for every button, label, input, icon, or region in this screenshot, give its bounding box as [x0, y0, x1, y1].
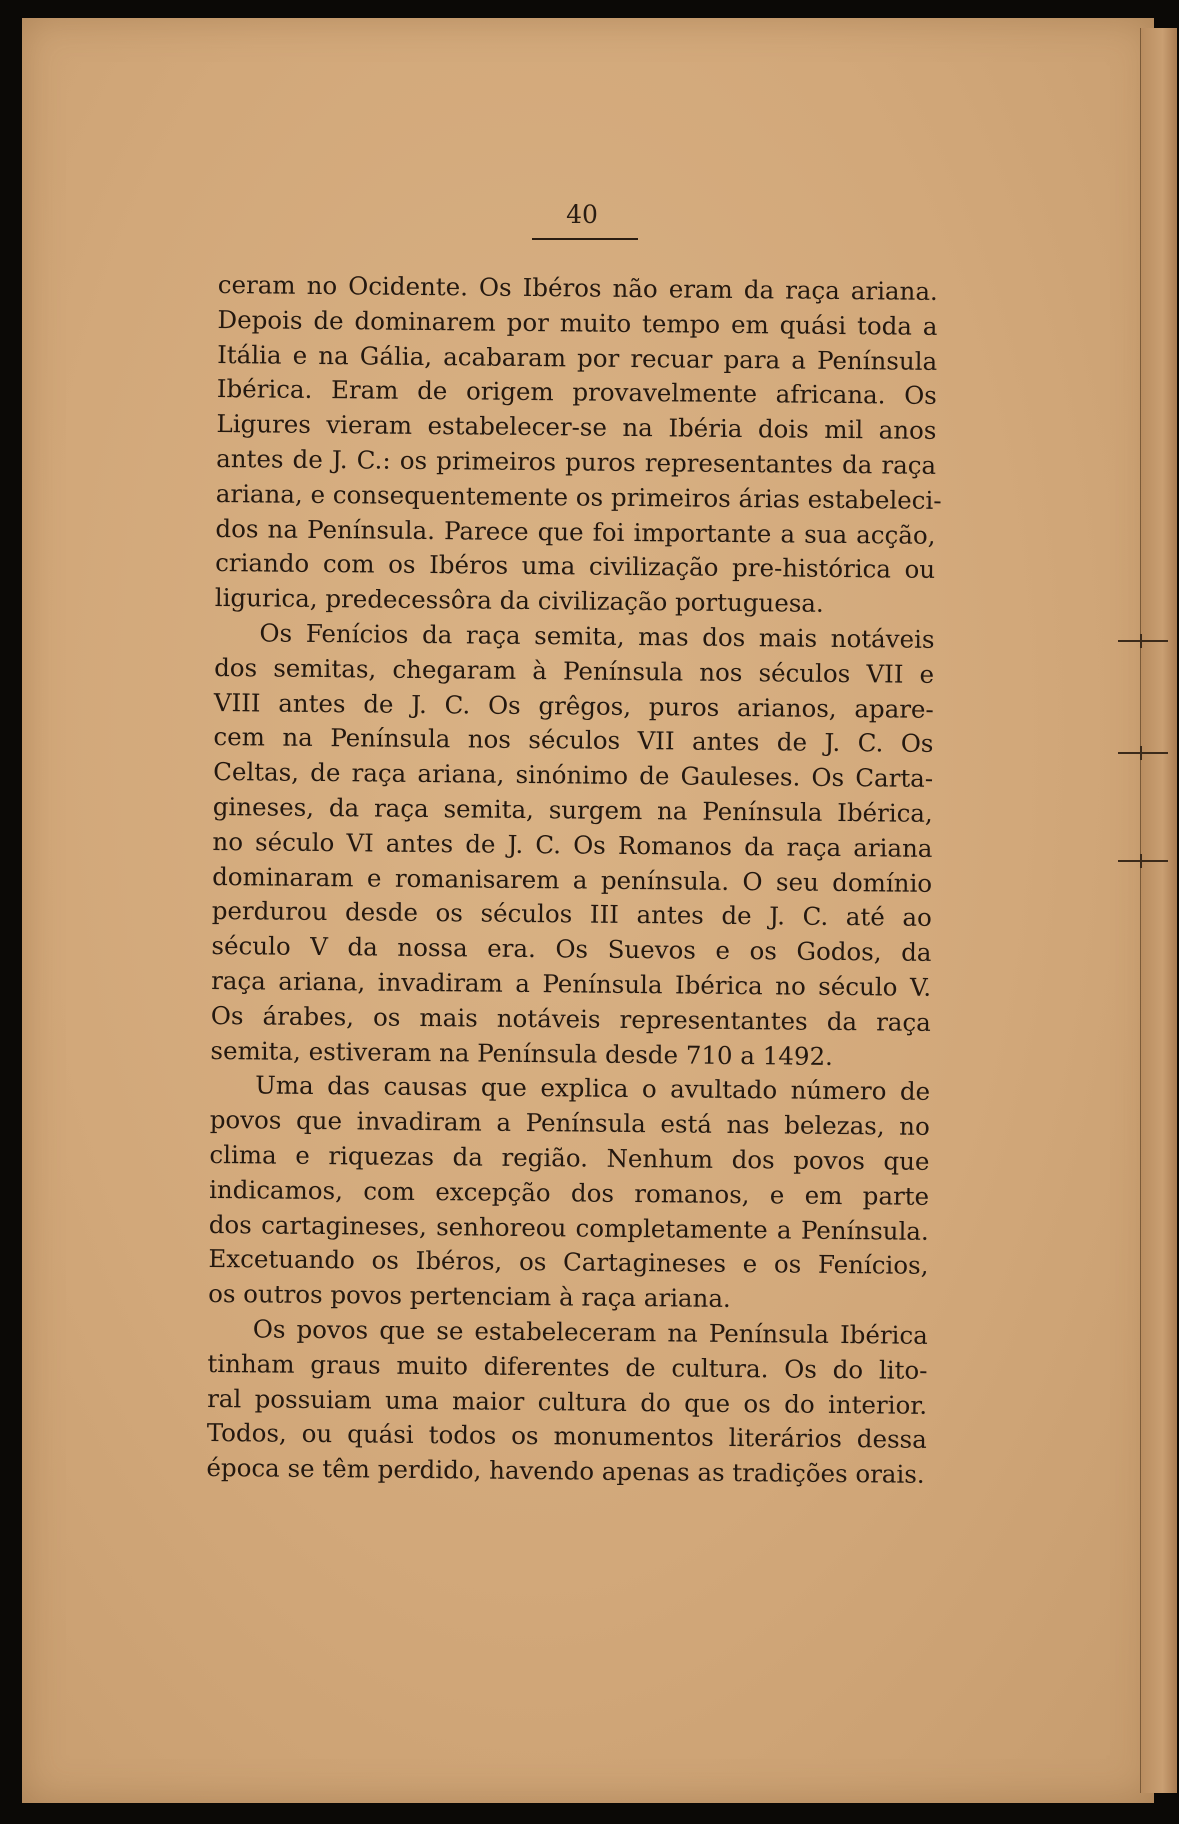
text-line: no século VI antes de J. C. Os Romanos da raça ariana	[212, 826, 933, 863]
text-line: clima e riquezas da região. Nenhum dos povos que	[209, 1139, 930, 1176]
text-line: Uma das causas que explica o avultado número de	[255, 1070, 931, 1107]
text-line: ceram no Ocidente. Os Ibéros não eram da raça ariana.	[217, 269, 938, 306]
text-line: Itália e na Gália, acabaram por recuar para a Península	[217, 339, 938, 376]
text-line: Ibérica. Eram de origem provavelmente africana. Os	[216, 374, 937, 411]
text-line: perdurou desde os séculos III antes de J. C. até ao	[211, 896, 932, 933]
adjacent-page-edge	[1140, 28, 1177, 1793]
text-line: Todos, ou quási todos os monumentos literários dessa	[206, 1418, 927, 1455]
text-line: Depois de dominarem por muito tempo em quási toda a	[217, 304, 938, 341]
page-number-rule	[532, 238, 638, 240]
paragraph-4	[206, 1312, 928, 1493]
text-line: século V da nossa era. Os Suevos e os Godos, da	[211, 931, 932, 968]
page-number: 40	[566, 200, 598, 229]
text-line: cem na Península nos séculos VII antes de J. C. Os	[213, 722, 934, 759]
text-line: ariana, e consequentemente os primeiros árias estabeleci-	[215, 478, 942, 515]
text-line: época se têm perdido, havendo apenas as tradições orais.	[206, 1453, 925, 1489]
text-line: dos cartagineses, senhoreou completamente a Península.	[208, 1209, 929, 1246]
text-line: Os árabes, os mais notáveis representantes da raça	[210, 1000, 931, 1037]
text-line: ligurica, predecessôra da civilização portuguesa.	[214, 583, 824, 619]
text-line: semita, estiveram na Península desde 710 a 1492.	[210, 1035, 834, 1071]
text-line: tinham graus muito diferentes de cultura. Os do lito-	[207, 1348, 928, 1385]
text-line: Os povos que se estabeleceram na Península Ibérica	[252, 1314, 928, 1350]
text-line: VIII antes de J. C. Os grêgos, puros arianos, apare-	[213, 687, 934, 724]
text-line: Ligures vieram estabelecer-se na Ibéria dois mil anos	[216, 409, 937, 446]
text-line: criando com os Ibéros uma civilização pre-histórica ou	[215, 548, 936, 585]
text-line: dos na Península. Parece que foi importante a sua acção,	[215, 513, 936, 550]
text-line: antes de J. C.: os primeiros puros representantes da raça	[216, 443, 937, 480]
text-line: dos semitas, chegaram à Península nos séculos VII e	[214, 652, 935, 689]
text-line: Celtas, de raça ariana, sinónimo de Gauleses. Os Carta-	[213, 757, 934, 794]
edge-mark	[1118, 752, 1168, 754]
text-line: raça ariana, invadiram a Península Ibérica no século V.	[211, 965, 932, 1002]
text-line: povos que invadiram a Península está nas belezas, no	[209, 1105, 930, 1141]
text-line: indicamos, com excepção dos romanos, e em parte	[209, 1174, 930, 1211]
edge-mark	[1118, 860, 1168, 862]
text-line: dominaram e romanisarem a península. O seu domínio	[212, 861, 933, 898]
body-text	[206, 268, 942, 1493]
text-line: Excetuando os Ibéros, os Cartagineses e os Fenícios,	[208, 1244, 929, 1281]
text-line: ral possuiam uma maior cultura do que os do interior.	[207, 1383, 928, 1420]
edge-mark	[1118, 640, 1168, 642]
paragraph-3	[208, 1068, 930, 1318]
paragraph-2	[210, 616, 934, 1075]
text-line: os outros povos pertenciam à raça ariana.	[208, 1279, 731, 1314]
text-line: gineses, da raça semita, surgem na Península Ibérica,	[212, 791, 933, 828]
text-line: Os Fenícios da raça semita, mas dos mais notáveis	[259, 618, 935, 654]
paragraph-1	[214, 268, 942, 623]
